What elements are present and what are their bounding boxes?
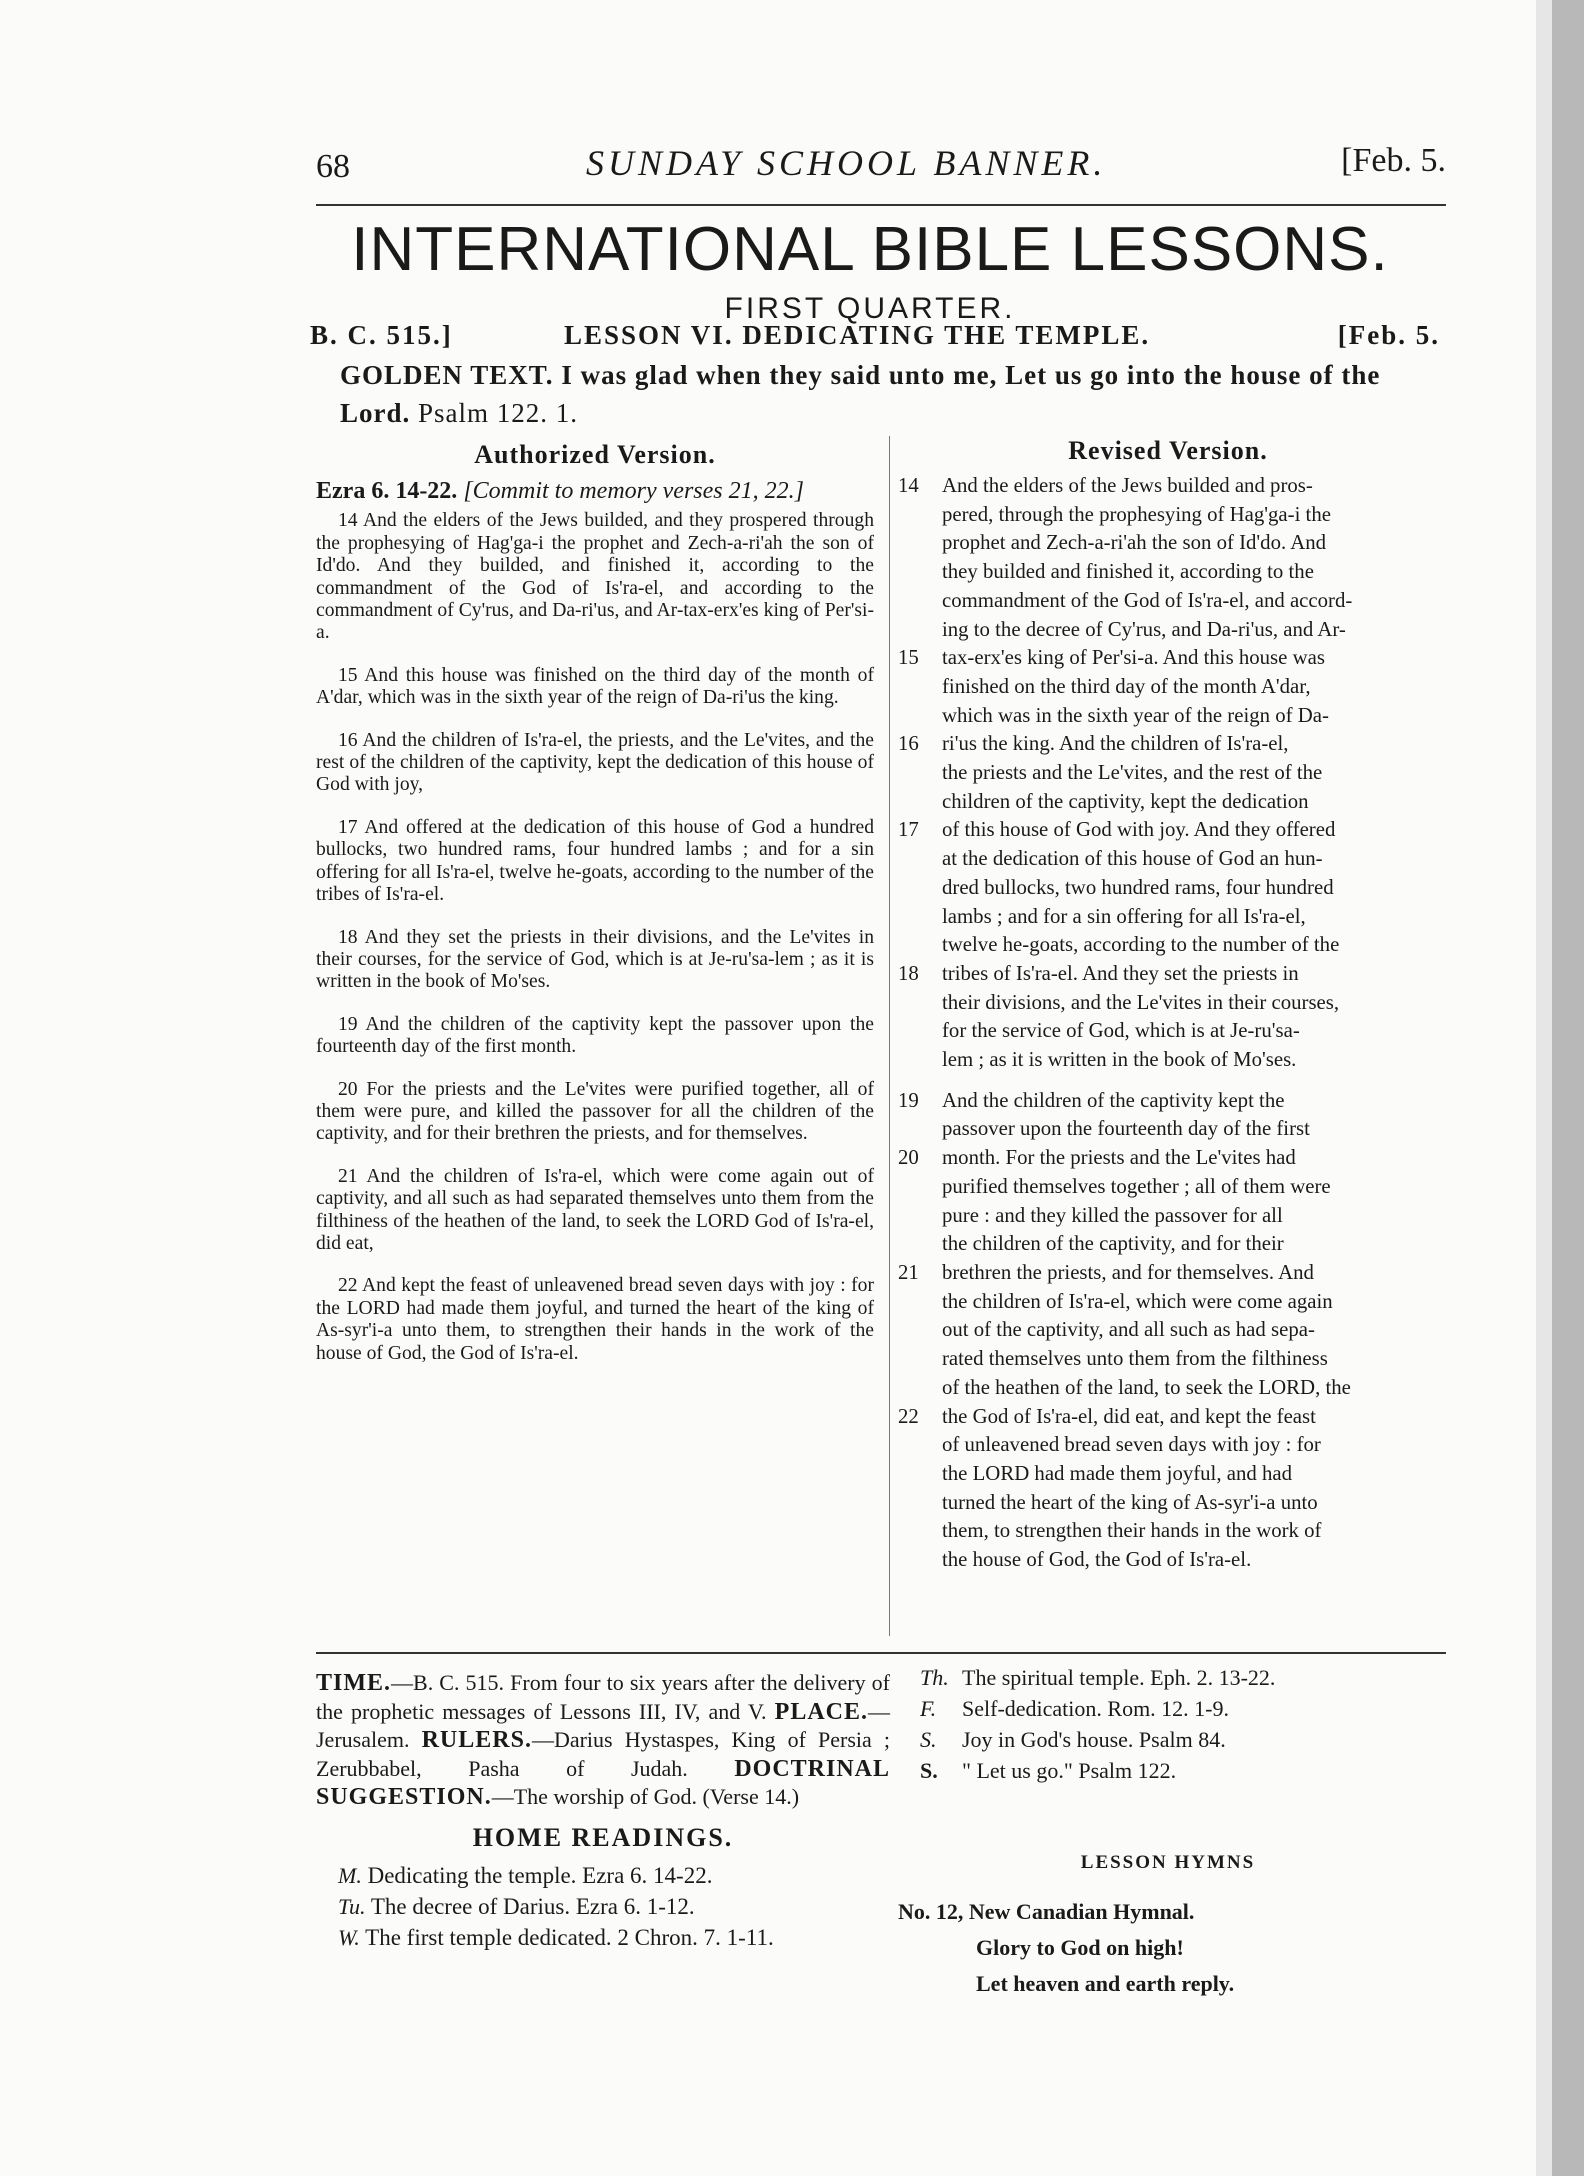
revised-line: 21 brethren the priests, and for themselves. And xyxy=(898,1259,1438,1288)
verse: 18 And they set the priests in their divisions, and the Le'vites in their courses, for the service of God, which is at Je-ru'sa-lem ; as it is written in the book of Mo'ses. xyxy=(316,926,874,993)
column-divider xyxy=(889,436,890,1636)
golden-text-reference: Psalm 122. 1. xyxy=(418,398,579,428)
reading-item: F. Self-dedication. Rom. 12. 1-9. xyxy=(920,1696,1230,1721)
revised-line: children of the captivity, kept the dedication xyxy=(942,789,1309,813)
rulers-label: RULERS. xyxy=(421,1727,532,1753)
readings-and-hymns xyxy=(898,1662,1438,2002)
revised-line: 22 the God of Is'ra-el, did eat, and kept the feast xyxy=(898,1403,1438,1432)
reading-item: S. " Let us go." Psalm 122. xyxy=(920,1758,1177,1783)
revised-line: their divisions, and the Le'vites in their courses, xyxy=(942,990,1340,1014)
lesson-line xyxy=(310,320,1440,360)
revised-line: of the heathen of the land, to seek the LORD, the xyxy=(942,1375,1351,1399)
place-label: PLACE. xyxy=(774,1698,868,1725)
revised-line: for the service of God, which is at Je-ru'sa- xyxy=(942,1019,1300,1043)
verse-number: 16 xyxy=(898,732,919,756)
verse-number: 22 xyxy=(898,1404,919,1428)
home-readings-heading: HOME READINGS. xyxy=(472,1822,734,1852)
revised-line: of unleavened bread seven days with joy : for xyxy=(942,1433,1321,1457)
authorized-heading: Authorized Version. xyxy=(474,440,716,469)
hymnal-source: No. 12, New Canadian Hymnal. xyxy=(898,1899,1195,1924)
revised-line: prophet and Zech-a-ri'ah the son of Id'do. And xyxy=(942,531,1327,555)
page-number: 68 xyxy=(316,148,350,185)
revised-line: they builded and finished it, according to the xyxy=(942,560,1314,584)
lesson-notes xyxy=(316,1669,890,1953)
lesson-date: [Feb. 5. xyxy=(1337,320,1440,350)
periodical-title: SUNDAY SCHOOL BANNER. xyxy=(586,143,1107,183)
reading-item: S. Joy in God's house. Psalm 84. xyxy=(920,1727,1226,1752)
golden-text xyxy=(340,356,1430,432)
golden-text-body: I was glad when they said unto me, Let us go into the house of the Lord. xyxy=(340,360,1381,428)
revised-line: 15 tax-erx'es king of Per'si-a. And this house was xyxy=(898,644,1438,673)
revised-line: purified themselves together ; all of them were xyxy=(942,1174,1331,1198)
verse: 22 And kept the feast of unleavened bread seven days with joy : for the LORD had made them joyful, and turned the heart of the king of As-syr'i-a unto them, to strengthen their hands in the work of the house of God, the God of Is'ra-el. xyxy=(316,1275,874,1364)
verse-number: 18 xyxy=(898,961,919,985)
revised-line: 14 And the elders of the Jews builded and pros- xyxy=(898,472,1438,501)
revised-line: passover upon the fourteenth day of the first xyxy=(942,1117,1310,1141)
hymn-block xyxy=(898,1894,1438,2002)
revised-line: them, to strengthen their hands in the work of xyxy=(942,1519,1322,1543)
doctrinal-label: DOCTRINAL SUGGESTION. xyxy=(316,1755,891,1810)
revised-line: the children of Is'ra-el, which were come again xyxy=(942,1289,1333,1313)
hymn-line: Let heaven and earth reply. xyxy=(976,1971,1235,1996)
revised-line: ing to the decree of Cy'rus, and Da-ri'us, and Ar- xyxy=(942,617,1346,641)
revised-line: out of the captivity, and all such as had sepa- xyxy=(942,1318,1315,1342)
memory-verses: [Commit to memory verses 21, 22.] xyxy=(463,478,804,504)
section-rule xyxy=(316,1652,1446,1654)
revised-line: 16 ri'us the king. And the children of Is'ra-el, xyxy=(898,730,1438,759)
quarter-subtitle: FIRST QUARTER. xyxy=(724,292,1016,325)
scripture-reference-line xyxy=(316,480,874,502)
verse-number: 14 xyxy=(898,474,919,497)
verse: 17 And offered at the dedication of this house of God a hundred bullocks, two hundred rams, four hundred lambs ; and for a sin offering for all Is'ra-el, twelve he-goats, according to the number of the tribes of Is'ra-el. xyxy=(316,816,874,906)
revised-line: dred bullocks, two hundred rams, four hundred xyxy=(942,875,1334,899)
revised-heading: Revised Version. xyxy=(1068,436,1268,465)
time-label: TIME. xyxy=(316,1670,392,1696)
verse-number: 17 xyxy=(898,818,919,842)
lesson-hymns-heading: LESSON HYMNS xyxy=(1080,1852,1256,1873)
revised-line: twelve he-goats, according to the number of the xyxy=(942,933,1340,957)
revised-line: the LORD had made them joyful, and had xyxy=(942,1461,1292,1485)
scripture-reference: Ezra 6. 14-22. xyxy=(316,478,458,504)
revised-line: which was in the sixth year of the reign of Da- xyxy=(942,703,1329,727)
reading-item: Tu. The decree of Darius. Ezra 6. 1-12. xyxy=(338,1894,695,1919)
verse-number: 15 xyxy=(898,646,919,670)
verse-number: 20 xyxy=(898,1146,919,1170)
revised-line: 20 month. For the priests and the Le'vites had xyxy=(898,1144,1438,1173)
verse-number: 19 xyxy=(898,1088,919,1112)
reading-item: M. Dedicating the temple. Ezra 6. 14-22. xyxy=(338,1863,713,1888)
revised-line: lem ; as it is written in the book of Mo'ses. xyxy=(942,1048,1297,1072)
revised-line: at the dedication of this house of God an hun- xyxy=(942,847,1323,871)
revised-line: the priests and the Le'vites, and the rest of the xyxy=(942,761,1323,785)
verse: 14 And the elders of the Jews builded, and they prospered through the prophesying of Hag'ga-i the prophet and Zech-a-ri'ah the son of Id'do. And they builded, and finished it, according to the commandment of the God of Is'ra-el, and according to the commandment of Cy'rus, and Da-ri'us, and Ar-tax-erx'es king of Per'si-a. xyxy=(316,510,874,644)
lesson-title: LESSON VI. DEDICATING THE TEMPLE. xyxy=(564,320,1151,350)
verse-number: 21 xyxy=(898,1260,919,1284)
revised-line: turned the heart of the king of As-syr'i-a unto xyxy=(942,1490,1318,1514)
authorized-version xyxy=(316,480,874,1385)
page-edge-shadow xyxy=(1536,0,1552,2176)
verse: 16 And the children of Is'ra-el, the priests, and the Le'vites, and the rest of the children of the captivity, kept the dedication of this house of God with joy, xyxy=(316,729,874,796)
verse: 20 For the priests and the Le'vites were purified together, all of them were pure, and killed the passover for all the children of the captivity, and for their brethren the priests, and for themselves. xyxy=(316,1078,874,1145)
page-edge xyxy=(1552,0,1584,2176)
revised-version xyxy=(898,472,1438,1575)
running-header xyxy=(316,142,1446,192)
revised-line: the house of God, the God of Is'ra-el. xyxy=(942,1548,1252,1572)
revised-line: rated themselves unto them from the filthiness xyxy=(942,1347,1328,1371)
header-date: [Feb. 5. xyxy=(1341,142,1446,179)
golden-text-label: GOLDEN TEXT. xyxy=(340,360,554,390)
revised-line: the children of the captivity, and for their xyxy=(942,1232,1284,1256)
revised-line: 18 tribes of Is'ra-el. And they set the priests in xyxy=(898,960,1438,989)
revised-line: lambs ; and for a sin offering for all Is'ra-el, xyxy=(942,904,1306,928)
revised-line: pered, through the prophesying of Hag'ga-i the xyxy=(942,502,1331,526)
reading-item: Th. The spiritual temple. Eph. 2. 13-22. xyxy=(920,1665,1276,1690)
verse: 19 And the children of the captivity kept the passover upon the fourteenth day of the first month. xyxy=(316,1013,874,1058)
lesson-year: B. C. 515.] xyxy=(310,320,453,350)
hymn-line: Glory to God on high! xyxy=(976,1935,1184,1960)
notes-paragraph: TIME.—B. C. 515. From four to six years after the delivery of the prophetic messages of Lessons III, IV, and V. PLACE.—Jerusalem. RULERS.—Darius Hystaspes, King of Persia ; Zerubbabel, Pasha of Judah. DOCTRINAL SUGGESTION.—The worship of God. (Verse 14.) xyxy=(316,1670,891,1810)
verse: 15 And this house was finished on the third day of the month of A'dar, which was in the sixth year of the reign of Da-ri'us the king. xyxy=(316,664,874,709)
revised-line: finished on the third day of the month A'dar, xyxy=(942,674,1311,698)
reading-item: W. The first temple dedicated. 2 Chron. 7. 1-11. xyxy=(338,1925,774,1950)
page-title: INTERNATIONAL BIBLE LESSONS. xyxy=(351,215,1389,284)
revised-line: 19 And the children of the captivity kept the xyxy=(898,1087,1438,1116)
revised-line: commandment of the God of Is'ra-el, and accord- xyxy=(942,588,1353,612)
revised-line: 17 of this house of God with joy. And they offered xyxy=(898,816,1438,845)
revised-line: pure : and they killed the passover for all xyxy=(942,1203,1283,1227)
header-rule xyxy=(316,204,1446,206)
verse: 21 And the children of Is'ra-el, which were come again out of captivity, and all such as had separated themselves unto them from the filthiness of the heathen of the land, to seek the LORD God of Is'ra-el, did eat, xyxy=(316,1165,874,1254)
